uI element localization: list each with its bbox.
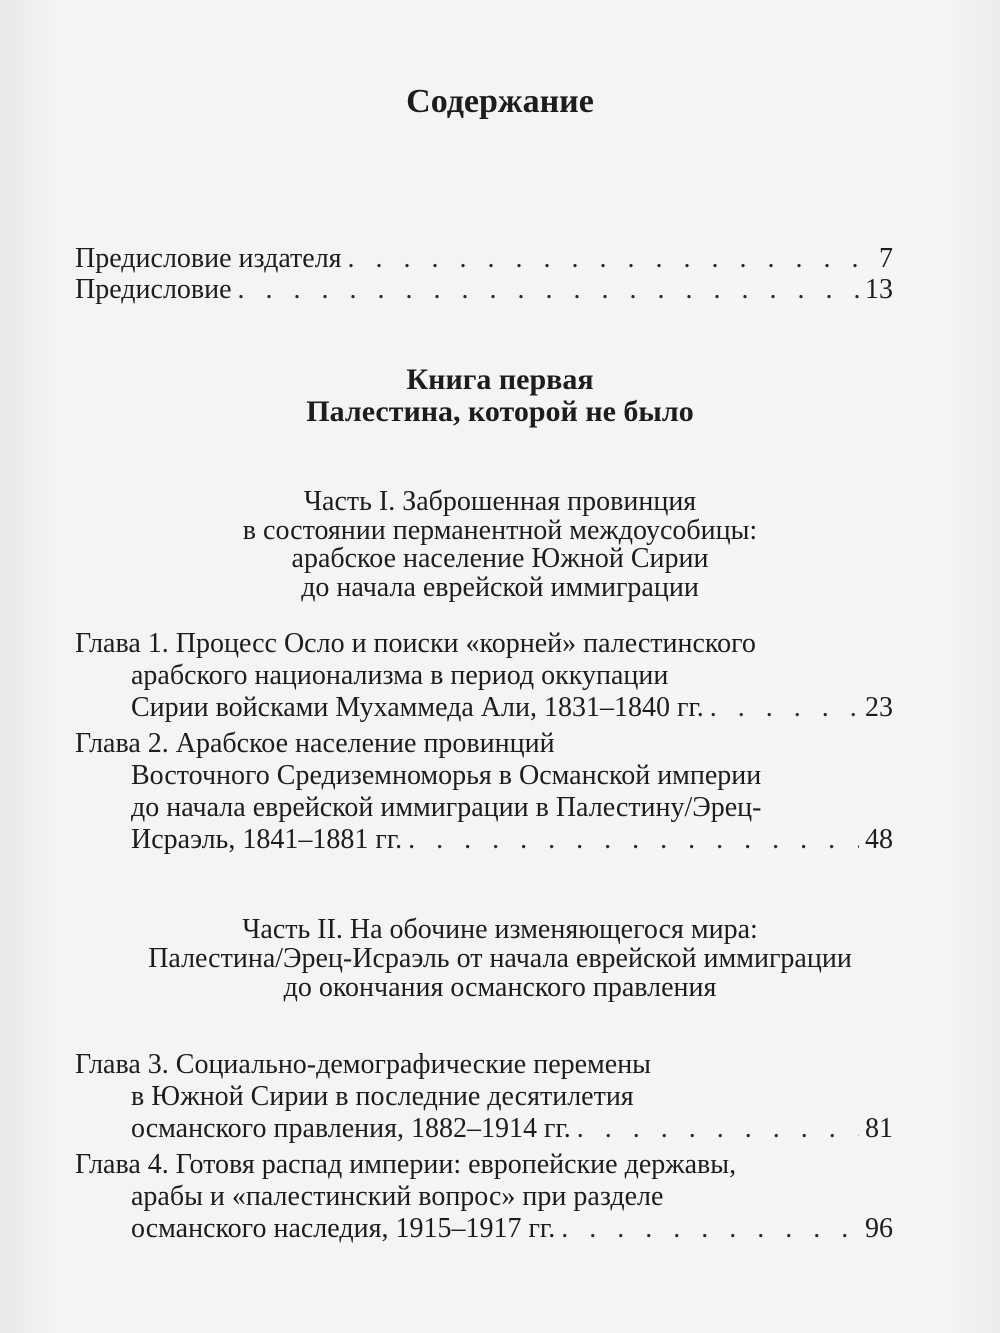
toc-entry-chapter-1[interactable] [75, 628, 893, 724]
toc-page-number: 13 [865, 274, 893, 305]
chapter-title-line: в Южной Сирии в последние десятилетия [131, 1081, 634, 1112]
contents-heading: Содержание [406, 83, 594, 120]
leader-dots [348, 243, 873, 275]
toc-entry-title: Предисловие издателя [75, 243, 342, 274]
book-title: Палестина, которой не было [306, 395, 694, 428]
chapter-title-line: османского правления, 1882–1914 гг. [131, 1113, 571, 1144]
part-heading-line: арабское население Южной Сирии [291, 543, 709, 574]
leader-dots [238, 274, 859, 306]
chapter-title-line: Глава 4. Готовя распад империи: европейские державы, [75, 1149, 737, 1180]
chapter-title-line: Глава 1. Процесс Осло и поиски «корней» палестинского [75, 628, 756, 659]
leader-dots [577, 1113, 859, 1145]
toc-page-number: 48 [865, 824, 893, 855]
chapter-title-line: Восточного Средиземноморья в Османской империи [131, 760, 762, 791]
chapter-title-line: Исраэль, 1841–1881 гг. [131, 824, 403, 855]
chapter-title-line: Глава 3. Социально-демографические перемены [75, 1049, 651, 1080]
toc-page-number: 23 [865, 692, 893, 723]
toc-page-number: 81 [865, 1113, 893, 1144]
part-heading-line: до окончания османского правления [283, 972, 717, 1003]
toc-entry-chapter-4[interactable] [75, 1149, 893, 1245]
leader-dots [561, 1213, 859, 1245]
toc-entry-chapter-3[interactable] [75, 1049, 893, 1145]
chapter-title-line: арабского национализма в период оккупации [131, 660, 669, 691]
toc-entry-preface[interactable] [75, 274, 893, 306]
chapter-title-line: арабы и «палестинский вопрос» при разделе [131, 1181, 664, 1212]
toc-entry-chapter-2[interactable] [75, 728, 893, 856]
part-heading-line: Палестина/Эрец-Исраэль от начала еврейской иммиграции [148, 943, 852, 974]
toc-page-number: 7 [879, 243, 893, 274]
chapter-title-line: до начала еврейской иммиграции в Палестину/Эрец- [131, 792, 762, 823]
chapter-title-line: Глава 2. Арабское население провинций [75, 728, 555, 759]
toc-page-number: 96 [865, 1213, 893, 1244]
leader-dots [710, 692, 859, 724]
part-heading-line: до начала еврейской иммиграции [301, 572, 699, 603]
part-heading-line: в состоянии перманентной междоусобицы: [242, 515, 758, 546]
toc-entry-title: Предисловие [75, 274, 232, 305]
book-label: Книга первая [406, 363, 594, 396]
leader-dots [408, 824, 859, 856]
chapter-title-line: Сирии войсками Мухаммеда Али, 1831–1840 гг. [131, 692, 704, 723]
toc-entry-publisher-preface[interactable] [75, 243, 893, 275]
part-heading-line: Часть I. Заброшенная провинция [303, 486, 697, 517]
part-heading-line: Часть II. На обочине изменяющегося мира: [242, 914, 758, 945]
chapter-title-line: османского наследия, 1915–1917 гг. [131, 1213, 556, 1244]
